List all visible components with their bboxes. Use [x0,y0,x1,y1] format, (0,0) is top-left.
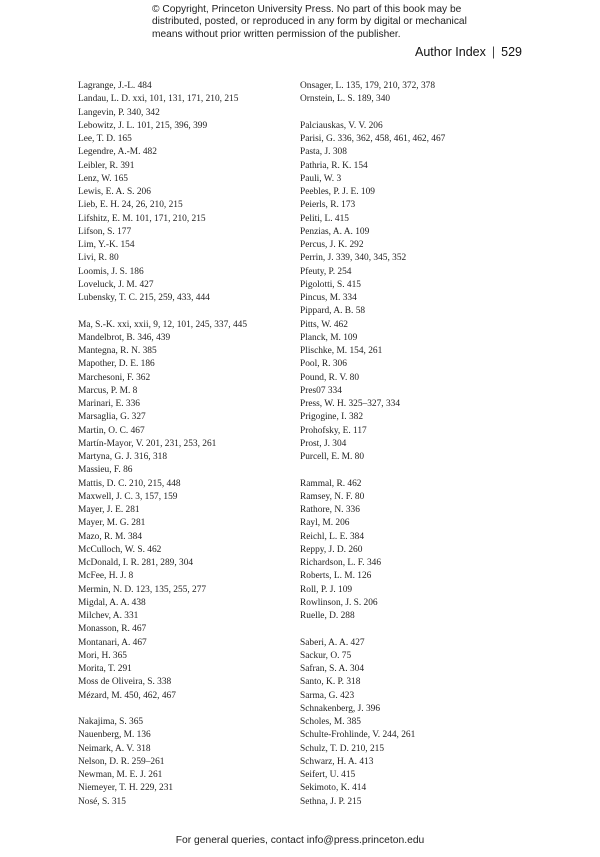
index-entry: Prohofsky, E. 117 [300,425,367,436]
index-entry: Scholes, M. 385 [300,717,361,727]
index-entry: Neimark, A. V. 318 [78,743,151,754]
index-entry: Rayl, M. 206 [300,518,350,529]
index-entry: Parisi, G. 336, 362, 458, 461, 462, 467 [300,134,446,144]
index-entry: Schwarz, H. A. 413 [300,756,374,767]
letter-group-gap [300,623,515,636]
index-entry: Sethna, J. P. 215 [300,796,362,807]
index-entry: Richardson, L. F. 346 [300,558,382,568]
index-entry: Migdal, A. A. 438 [78,597,146,608]
letter-group-gap [300,107,515,120]
index-entry: Lewis, E. A. S. 206 [78,187,151,197]
index-entry: Mézard, M. 450, 462, 467 [78,690,176,701]
index-entry: Mandelbrot, B. 346, 439 [78,332,171,343]
index-entry: Landau, L. D. xxi, 101, 131, 171, 210, 215 [78,94,239,105]
index-entry: Langevin, P. 340, 342 [78,107,160,118]
index-entry: Legendre, A.-M. 482 [78,147,157,158]
index-entry: Leibler, R. 391 [78,160,135,171]
index-entry: Lifshitz, E. M. 101, 171, 210, 215 [78,213,206,224]
index-entry: Peebles, P. J. E. 109 [300,187,375,197]
index-entry: Loomis, J. S. 186 [78,266,144,277]
index-entry: Nosé, S. 315 [78,796,126,807]
page-number: 529 [501,45,522,59]
index-entry: Lebowitz, J. L. 101, 215, 396, 399 [78,120,208,131]
index-entry: Schnakenberg, J. 396 [300,703,381,714]
index-entry: Lifson, S. 177 [78,226,132,237]
index-entry: Sarma, G. 423 [300,690,355,701]
index-column-right [300,80,515,809]
index-entry: Mermin, N. D. 123, 135, 255, 277 [78,584,207,595]
copyright-line: means without prior written permission of the publisher. [152,28,401,40]
index-entry: Sekimoto, K. 414 [300,783,367,794]
index-entry: Martyna, G. J. 316, 318 [78,452,168,462]
index-entry: Milchev, A. 331 [78,611,139,621]
index-entry: Mapother, D. E. 186 [78,359,155,370]
index-entry: Martin, O. C. 467 [78,425,145,436]
index-entry: Press, W. H. 325–327, 334 [300,399,401,409]
index-column-left [78,80,293,809]
index-entry: Monasson, R. 467 [78,624,147,635]
index-entry: Pasta, J. 308 [300,147,347,158]
index-entry: Prost, J. 304 [300,438,347,449]
index-entry: Santo, K. P. 318 [300,677,361,688]
index-entry: Pippard, A. B. 58 [300,306,366,317]
index-entry: Pfeuty, P. 254 [300,266,352,277]
index-entry: Marcus, P. M. 8 [78,385,138,396]
index-entry: Mazo, R. M. 384 [78,531,143,542]
index-entry: Safran, S. A. 304 [300,664,365,674]
index-entry: Morita, T. 291 [78,664,132,674]
letter-group-gap [300,464,515,477]
index-entry: Lee, T. D. 165 [78,134,132,144]
index-entry: Pathria, R. K. 154 [300,160,368,171]
index-entry: Nauenberg, M. 136 [78,730,151,741]
index-entry: Planck, M. 109 [300,332,358,343]
copyright-line: distributed, posted, or reproduced in any form by digital or mechanical [152,16,467,28]
index-entry: Roberts, L. M. 126 [300,571,372,582]
index-entry: Mayer, J. E. 281 [78,505,140,515]
index-entry: Livi, R. 80 [78,253,119,264]
index-entry: McDonald, I. R. 281, 289, 304 [78,558,194,568]
index-entry: Ruelle, D. 288 [300,611,355,621]
index-entry: Maxwell, J. C. 3, 157, 159 [78,491,178,502]
index-entry: Seifert, U. 415 [300,770,356,780]
index-entry: Sackur, O. 75 [300,650,352,661]
letter-group-gap [78,305,293,318]
index-entry: Prigogine, I. 382 [300,412,364,423]
index-entry: Niemeyer, T. H. 229, 231 [78,783,174,794]
index-entry: Marsaglia, G. 327 [78,412,146,423]
index-entry: Lenz, W. 165 [78,173,128,184]
letter-group-gap [78,703,293,716]
index-entry: Reppy, J. D. 260 [300,544,363,555]
index-entry: Rathore, N. 336 [300,505,360,515]
index-entry: Marinari, E. 336 [78,399,140,409]
copyright-notice [152,4,482,41]
index-entry: Pigolotti, S. 415 [300,279,361,290]
index-entry: Pool, R. 306 [300,359,347,370]
index-entry: Perrin, J. 339, 340, 345, 352 [300,253,407,264]
index-entry: Lagrange, J.-L. 484 [78,81,152,91]
index-entry: Marchesoni, F. 362 [78,372,151,383]
index-entry: Lim, Y.-K. 154 [78,240,135,250]
index-entry: Newman, M. E. J. 261 [78,770,163,780]
index-entry: Lubensky, T. C. 215, 259, 433, 444 [78,293,210,303]
index-entry: Pres07 334 [300,385,342,396]
index-entry: Peliti, L. 415 [300,213,349,224]
index-entry: Peierls, R. 173 [300,200,356,211]
index-entry: Pitts, W. 462 [300,319,348,330]
index-entry: Penzias, A. A. 109 [300,226,370,237]
index-entry: Loveluck, J. M. 427 [78,279,154,290]
index-entry: Mori, H. 365 [78,650,127,661]
index-entry: Schulte-Frohlinde, V. 244, 261 [300,730,416,741]
copyright-line: © Copyright, Princeton University Press. No part of this book may be [152,4,462,15]
index-entry: Palciauskas, V. V. 206 [300,120,383,131]
index-entry: Schulz, T. D. 210, 215 [300,743,385,754]
index-entry: Pound, R. V. 80 [300,372,360,383]
index-entry: Ornstein, L. S. 189, 340 [300,94,391,105]
index-entry: Percus, J. K. 292 [300,240,364,250]
index-entry: Nakajima, S. 365 [78,717,144,727]
index-entry: Pincus, M. 334 [300,293,357,303]
index-entry: Purcell, E. M. 80 [300,452,365,462]
index-entry: Rammal, R. 462 [300,478,362,489]
index-entry: Ramsey, N. F. 80 [300,491,365,502]
footer-contact: For general queries, contact info@press.princeton.edu [175,835,425,846]
index-entry: Pauli, W. 3 [300,173,342,184]
index-entry: Rowlinson, J. S. 206 [300,597,378,608]
index-entry: Martín-Mayor, V. 201, 231, 253, 261 [78,438,217,449]
index-entry: McFee, H. J. 8 [78,571,134,582]
header-separator: | [491,45,496,59]
running-head [415,45,522,59]
index-entry: Mattis, D. C. 210, 215, 448 [78,478,181,489]
index-entry: Montanari, A. 467 [78,637,147,648]
index-entry: Saberi, A. A. 427 [300,637,365,648]
index-entry: Roll, P. J. 109 [300,584,353,595]
section-title: Author Index [415,45,486,59]
index-entry: Mayer, M. G. 281 [78,518,146,529]
index-entry: Massieu, F. 86 [78,465,133,476]
index-entry: Reichl, L. E. 384 [300,531,365,542]
index-entry: Onsager, L. 135, 179, 210, 372, 378 [300,81,436,91]
index-entry: Ma, S.-K. xxi, xxii, 9, 12, 101, 245, 337, 445 [78,319,248,330]
index-entry: Lieb, E. H. 24, 26, 210, 215 [78,200,183,211]
index-entry: McCulloch, W. S. 462 [78,544,162,555]
index-entry: Moss de Oliveira, S. 338 [78,677,172,688]
index-entry: Mantegna, R. N. 385 [78,346,157,356]
index-entry: Plischke, M. 154, 261 [300,346,383,356]
index-entry: Nelson, D. R. 259–261 [78,756,165,767]
